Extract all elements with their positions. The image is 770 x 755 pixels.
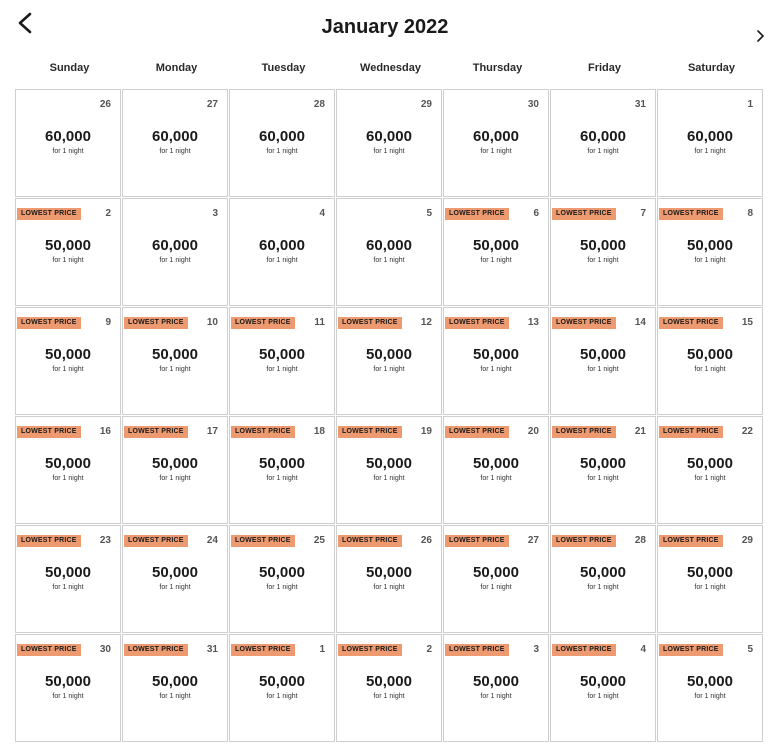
calendar-day-cell[interactable] [658, 90, 762, 196]
day-number: 29 [420, 99, 432, 110]
stay-length-label: for 1 night [373, 693, 405, 700]
lowest-price-badge: LOWEST PRICE [659, 535, 723, 547]
lowest-price-badge: LOWEST PRICE [17, 426, 81, 438]
lowest-price-badge: LOWEST PRICE [445, 317, 509, 329]
calendar-day-cell[interactable] [230, 417, 334, 523]
day-number: 30 [527, 99, 539, 110]
stay-length-label: for 1 night [52, 693, 84, 700]
day-price: 60,000 [580, 128, 626, 145]
calendar-day-cell[interactable] [230, 90, 334, 196]
chevron-right-icon [753, 28, 767, 44]
stay-length-label: for 1 night [52, 257, 84, 264]
calendar-day-cell[interactable] [123, 199, 227, 305]
day-price: 50,000 [473, 564, 519, 581]
lowest-price-badge: LOWEST PRICE [17, 317, 81, 329]
lowest-price-badge: LOWEST PRICE [552, 644, 616, 656]
day-price: 50,000 [45, 237, 91, 254]
day-price: 50,000 [473, 346, 519, 363]
stay-length-label: for 1 night [159, 475, 191, 482]
day-price: 50,000 [366, 455, 412, 472]
calendar-day-cell[interactable] [551, 199, 655, 305]
day-price: 60,000 [366, 237, 412, 254]
stay-length-label: for 1 night [266, 366, 298, 373]
day-number: 27 [527, 535, 539, 546]
stay-length-label: for 1 night [159, 584, 191, 591]
stay-length-label: for 1 night [52, 366, 84, 373]
day-number: 27 [206, 99, 218, 110]
calendar-day-cell[interactable] [444, 635, 548, 741]
calendar-day-cell[interactable] [551, 90, 655, 196]
day-price: 50,000 [687, 673, 733, 690]
day-number: 12 [420, 317, 432, 328]
lowest-price-badge: LOWEST PRICE [338, 317, 402, 329]
stay-length-label: for 1 night [480, 257, 512, 264]
stay-length-label: for 1 night [587, 693, 619, 700]
next-month-button[interactable] [753, 28, 767, 44]
lowest-price-badge: LOWEST PRICE [445, 208, 509, 220]
day-number: 2 [426, 644, 432, 655]
day-price: 50,000 [366, 673, 412, 690]
day-price: 50,000 [45, 564, 91, 581]
stay-length-label: for 1 night [266, 584, 298, 591]
calendar-day-cell[interactable] [337, 526, 441, 632]
day-price: 50,000 [580, 346, 626, 363]
calendar-day-cell[interactable] [658, 635, 762, 741]
calendar-day-cell[interactable] [16, 635, 120, 741]
day-price: 50,000 [152, 455, 198, 472]
stay-length-label: for 1 night [587, 366, 619, 373]
lowest-price-badge: LOWEST PRICE [552, 426, 616, 438]
weekday-header-row [16, 62, 765, 78]
page-title: January 2022 [321, 16, 449, 38]
lowest-price-badge: LOWEST PRICE [231, 535, 295, 547]
day-price: 50,000 [580, 564, 626, 581]
day-price: 50,000 [259, 346, 305, 363]
stay-length-label: for 1 night [694, 366, 726, 373]
calendar-day-cell[interactable] [658, 417, 762, 523]
lowest-price-badge: LOWEST PRICE [659, 317, 723, 329]
calendar-day-cell[interactable] [444, 199, 548, 305]
day-price: 50,000 [473, 673, 519, 690]
calendar-day-cell[interactable] [230, 199, 334, 305]
stay-length-label: for 1 night [52, 584, 84, 591]
day-price: 60,000 [152, 128, 198, 145]
weekday-label-sunday: Sunday [49, 62, 90, 74]
stay-length-label: for 1 night [480, 584, 512, 591]
day-number: 24 [206, 535, 218, 546]
stay-length-label: for 1 night [266, 693, 298, 700]
day-number: 28 [634, 535, 646, 546]
weekday-label-tuesday: Tuesday [261, 62, 306, 74]
stay-length-label: for 1 night [373, 148, 405, 155]
lowest-price-badge: LOWEST PRICE [124, 317, 188, 329]
calendar-day-cell[interactable] [551, 635, 655, 741]
stay-length-label: for 1 night [694, 148, 726, 155]
calendar-day-cell[interactable] [16, 417, 120, 523]
day-number: 2 [105, 208, 111, 219]
lowest-price-badge: LOWEST PRICE [338, 644, 402, 656]
stay-length-label: for 1 night [694, 693, 726, 700]
lowest-price-badge: LOWEST PRICE [659, 644, 723, 656]
stay-length-label: for 1 night [587, 148, 619, 155]
day-number: 8 [747, 208, 753, 219]
stay-length-label: for 1 night [159, 693, 191, 700]
calendar-day-cell[interactable] [123, 526, 227, 632]
day-price: 60,000 [259, 237, 305, 254]
calendar-day-cell[interactable] [16, 308, 120, 414]
calendar-day-cell[interactable] [337, 417, 441, 523]
calendar-grid [16, 90, 762, 741]
day-number: 9 [105, 317, 111, 328]
weekday-label-saturday: Saturday [687, 62, 736, 74]
day-price: 50,000 [152, 673, 198, 690]
day-number: 17 [206, 426, 218, 437]
day-number: 15 [741, 317, 753, 328]
stay-length-label: for 1 night [373, 257, 405, 264]
stay-length-label: for 1 night [587, 475, 619, 482]
day-number: 26 [99, 99, 111, 110]
calendar-day-cell[interactable] [230, 635, 334, 741]
stay-length-label: for 1 night [587, 257, 619, 264]
calendar-day-cell[interactable] [551, 308, 655, 414]
calendar-day-cell[interactable] [16, 90, 120, 196]
day-number: 3 [212, 208, 218, 219]
stay-length-label: for 1 night [52, 148, 84, 155]
day-price: 50,000 [473, 237, 519, 254]
day-number: 29 [741, 535, 753, 546]
lowest-price-badge: LOWEST PRICE [231, 644, 295, 656]
stay-length-label: for 1 night [694, 475, 726, 482]
lowest-price-badge: LOWEST PRICE [552, 535, 616, 547]
stay-length-label: for 1 night [480, 148, 512, 155]
stay-length-label: for 1 night [694, 257, 726, 264]
day-number: 4 [640, 644, 646, 655]
calendar-day-cell[interactable] [658, 308, 762, 414]
calendar-day-cell[interactable] [337, 308, 441, 414]
day-price: 50,000 [687, 564, 733, 581]
day-price: 50,000 [366, 564, 412, 581]
calendar-day-cell[interactable] [658, 199, 762, 305]
day-price: 60,000 [366, 128, 412, 145]
calendar-day-cell[interactable] [444, 417, 548, 523]
stay-length-label: for 1 night [52, 475, 84, 482]
stay-length-label: for 1 night [373, 366, 405, 373]
stay-length-label: for 1 night [159, 257, 191, 264]
lowest-price-badge: LOWEST PRICE [124, 426, 188, 438]
day-number: 3 [533, 644, 539, 655]
lowest-price-badge: LOWEST PRICE [124, 535, 188, 547]
calendar-day-cell[interactable] [16, 526, 120, 632]
stay-length-label: for 1 night [694, 584, 726, 591]
day-price: 50,000 [580, 673, 626, 690]
calendar-day-cell[interactable] [444, 90, 548, 196]
day-number: 5 [426, 208, 432, 219]
calendar-day-cell[interactable] [123, 417, 227, 523]
lowest-price-badge: LOWEST PRICE [445, 535, 509, 547]
stay-length-label: for 1 night [159, 366, 191, 373]
day-number: 14 [634, 317, 646, 328]
calendar-day-cell[interactable] [444, 526, 548, 632]
day-price: 60,000 [152, 237, 198, 254]
day-price: 50,000 [45, 455, 91, 472]
lowest-price-badge: LOWEST PRICE [445, 426, 509, 438]
weekday-label-thursday: Thursday [472, 62, 523, 74]
day-price: 50,000 [366, 346, 412, 363]
stay-length-label: for 1 night [373, 475, 405, 482]
stay-length-label: for 1 night [266, 475, 298, 482]
day-number: 16 [99, 426, 111, 437]
stay-length-label: for 1 night [159, 148, 191, 155]
weekday-label-monday: Monday [155, 62, 198, 74]
lowest-price-badge: LOWEST PRICE [659, 208, 723, 220]
day-number: 19 [420, 426, 432, 437]
day-number: 1 [747, 99, 753, 110]
day-number: 23 [99, 535, 111, 546]
calendar-day-cell[interactable] [230, 308, 334, 414]
day-number: 30 [99, 644, 111, 655]
day-price: 50,000 [687, 455, 733, 472]
day-price: 60,000 [473, 128, 519, 145]
stay-length-label: for 1 night [266, 148, 298, 155]
day-number: 28 [313, 99, 325, 110]
day-number: 22 [741, 426, 753, 437]
lowest-price-badge: LOWEST PRICE [124, 644, 188, 656]
day-number: 31 [206, 644, 218, 655]
weekday-label-wednesday: Wednesday [360, 62, 421, 74]
day-number: 25 [313, 535, 325, 546]
calendar-header [0, 0, 770, 60]
day-price: 50,000 [687, 237, 733, 254]
calendar-day-cell[interactable] [230, 526, 334, 632]
lowest-price-badge: LOWEST PRICE [445, 644, 509, 656]
day-price: 50,000 [45, 346, 91, 363]
calendar-day-cell[interactable] [337, 90, 441, 196]
day-price: 50,000 [580, 455, 626, 472]
day-number: 7 [640, 208, 646, 219]
lowest-price-badge: LOWEST PRICE [552, 317, 616, 329]
day-number: 10 [206, 317, 218, 328]
day-number: 13 [527, 317, 539, 328]
day-price: 50,000 [473, 455, 519, 472]
day-number: 6 [533, 208, 539, 219]
day-price: 50,000 [152, 346, 198, 363]
lowest-price-badge: LOWEST PRICE [338, 426, 402, 438]
lowest-price-badge: LOWEST PRICE [231, 426, 295, 438]
lowest-price-badge: LOWEST PRICE [17, 644, 81, 656]
day-price: 50,000 [45, 673, 91, 690]
day-number: 11 [314, 317, 325, 328]
day-number: 21 [634, 426, 646, 437]
day-price: 50,000 [259, 564, 305, 581]
calendar-day-cell[interactable] [658, 526, 762, 632]
weekday-label-friday: Friday [587, 62, 621, 74]
lowest-price-badge: LOWEST PRICE [552, 208, 616, 220]
day-number: 1 [319, 644, 325, 655]
lowest-price-badge: LOWEST PRICE [659, 426, 723, 438]
lowest-price-badge: LOWEST PRICE [231, 317, 295, 329]
calendar-day-cell[interactable] [123, 308, 227, 414]
calendar-day-cell[interactable] [337, 635, 441, 741]
day-price: 50,000 [152, 564, 198, 581]
day-number: 4 [319, 208, 325, 219]
calendar-day-cell[interactable] [551, 526, 655, 632]
day-price: 50,000 [259, 455, 305, 472]
day-number: 31 [634, 99, 646, 110]
day-price: 50,000 [580, 237, 626, 254]
calendar-day-cell[interactable] [123, 635, 227, 741]
calendar-day-cell[interactable] [337, 199, 441, 305]
day-number: 26 [420, 535, 432, 546]
stay-length-label: for 1 night [480, 475, 512, 482]
day-price: 50,000 [259, 673, 305, 690]
day-price: 60,000 [45, 128, 91, 145]
day-number: 20 [527, 426, 539, 437]
day-price: 50,000 [687, 346, 733, 363]
stay-length-label: for 1 night [587, 584, 619, 591]
day-price: 60,000 [687, 128, 733, 145]
calendar-day-cell[interactable] [551, 417, 655, 523]
calendar-day-cell[interactable] [16, 199, 120, 305]
lowest-price-badge: LOWEST PRICE [338, 535, 402, 547]
stay-length-label: for 1 night [480, 693, 512, 700]
day-number: 18 [313, 426, 325, 437]
stay-length-label: for 1 night [266, 257, 298, 264]
lowest-price-badge: LOWEST PRICE [17, 535, 81, 547]
day-number: 5 [747, 644, 753, 655]
calendar-day-cell[interactable] [123, 90, 227, 196]
day-price: 60,000 [259, 128, 305, 145]
stay-length-label: for 1 night [480, 366, 512, 373]
lowest-price-badge: LOWEST PRICE [17, 208, 81, 220]
calendar-day-cell[interactable] [444, 308, 548, 414]
stay-length-label: for 1 night [373, 584, 405, 591]
